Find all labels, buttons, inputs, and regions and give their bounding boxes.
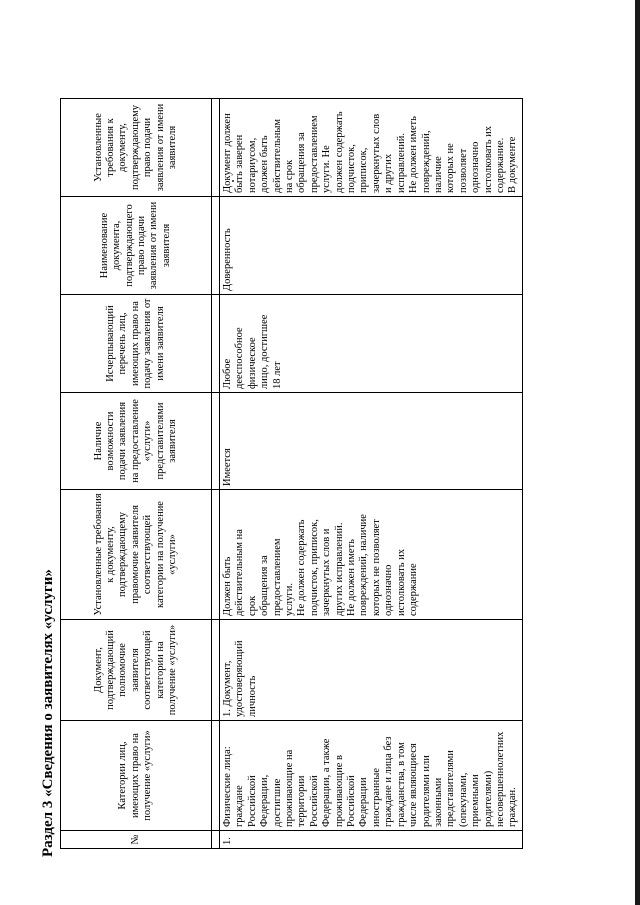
applicants-table	[60, 98, 523, 849]
cell-requirements: Должен быть действительным на срок обращения за предоставлением услуги. Не должен содержать подчисток, приписок, зачеркнутых слов и других исправлений. Не должен иметь повреждений, наличие которых не позволяет однозначно истолковать их содержание	[220, 490, 523, 620]
cell-rep-document: Доверенность	[220, 197, 523, 295]
header-rep-document: Наименование документа, подтверждающего право подачи заявления от имени заявителя	[61, 197, 212, 295]
spacer-row	[212, 99, 220, 849]
cell-possibility: Имеется	[220, 393, 523, 490]
cell-rep-requirements: Документ должен быть заверен нотариусом, должен быть действительным на срок обращения за предоставлением услуги. Не должен содержать подчисток, приписок, зачеркнутых слов и других исправлений. Не должен иметь повреждений, наличие которых не позволяет однозначно истолковать их содержание. В документе	[220, 99, 523, 197]
header-document: Документ, подтверждающий полномочие заявителя соответствующей категории на получение «услуги»	[61, 620, 212, 721]
header-row	[61, 99, 212, 849]
header-rep-requirements: Установленные требования к документу, подтверждающему право подачи заявления от имени заявителя	[61, 99, 212, 197]
header-persons: Исчерпывающий перечень лиц, имеющих право на подачу заявления от имени заявителя	[61, 295, 212, 393]
cell-categories: Физические лица: граждане Российской Федерации, достигшие проживающие на территории Российской Федерации, а также проживающие в Российской Федерации иностранные граждане и лица без гражданства, в том числе являющиеся родителями или законными представителями (опекунами, приемными родителями) несовершеннолетних граждан.	[220, 721, 523, 831]
header-requirements: Установленные требования к документу, подтверждающему правомочие заявителя соответствующей категории на получение «услуги»	[61, 490, 212, 620]
cell-document: 1. Документ, удостоверяющий личность	[220, 620, 523, 721]
header-number: №	[61, 831, 212, 849]
table-row	[220, 99, 523, 849]
header-possibility: Наличие возможности подачи заявления на предоставление «услуги» представителями заявителя	[61, 393, 212, 490]
section-title: Раздел 3 «Сведения о заявителях «услуги»	[40, 569, 56, 857]
cell-persons: Любое дееспособное физическое лицо, достигшее 18 лет	[220, 295, 523, 393]
cell-number: 1.	[220, 831, 523, 849]
header-categories: Категории лиц, имеющих право на получение «услуги»	[61, 721, 212, 831]
